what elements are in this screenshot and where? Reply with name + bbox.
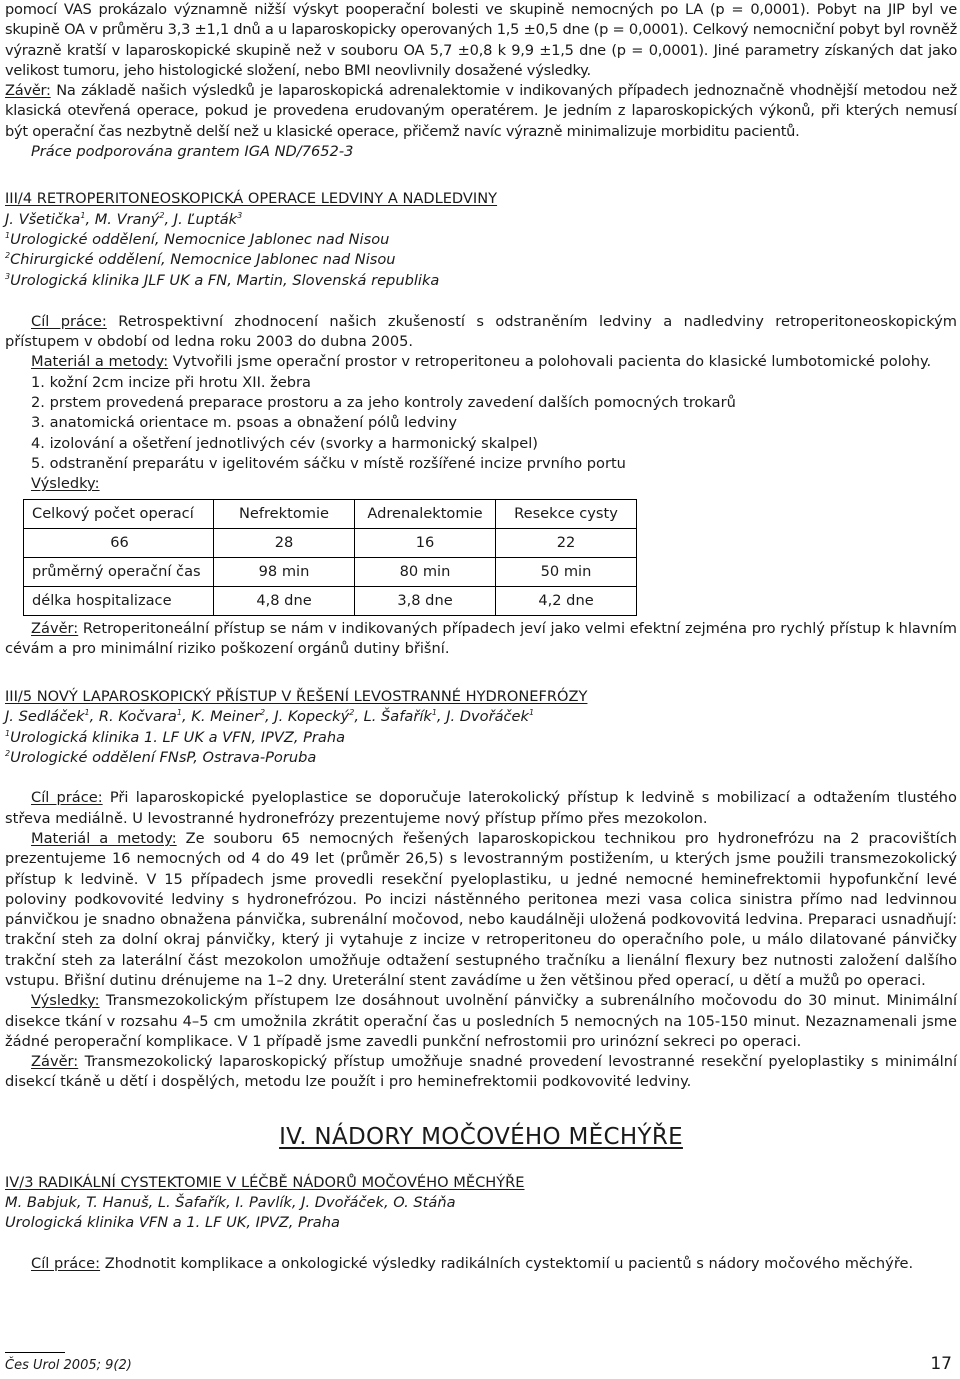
journal-citation: Čes Urol 2005; 9(2) [5,1358,132,1373]
method-step: 3. anatomická orientace m. psoas a obnažení pólů ledviny [31,414,457,432]
method-step: 5. odstranění preparátu v igelitovém sáčku v místě rozšířené incize prvního portu [31,454,626,472]
authors-iii5: J. Sedláček$^1$, R. Kočvara$^1$, K. Meiner$^2$, J. Kopecký$^2$, L. Šafařík$^1$, J. Dvořáček$^1$ [5,708,535,726]
methods-paragraph-iii5: Materiál a metody: Ze souboru 65 nemocných řešených laparoskopickou technikou pro hydronefrózu na 2 pracovištích prezentujeme 16 nemocných od 4 do 49 let (průměr 26,5) s levostranným postižením, u kterých jsme použili transmezokolický přístup k ledvině. V 15 případech jsme provedli resekční pyeloplastiku, u jedné nemocné heminefrektomii hypofunkční levé poloviny podkovovité ledviny s hydronefrózou. Po incizi nástěnného peritonea mezi vasa colica sinistra přímo nad ledvinnou pánvičkou je snadno obnažena pánvička, subrenální močovod, nebo kaudálněji uložená podkovovitá ledvina. Preparaci usnadňují: trakční steh za dolní okraj pánvičky, který ji vytahuje z incize v retroperitoneu do operačního pole, u málo dilatované pánvičky trakční steh za laterální část mezokolon umožňuje odtažení sestupného tračníku a lienální flexury bez nutnosti založení dalšího vstupu. Břišní dutinu drénujeme na 1–2 dny. Ureterální stent zavádíme u žen většinou před operací, u dětí a mužů po operaci. [5,829,958,989]
table-cell: Resekce cysty [496,499,637,528]
grant-note: Práce podporována grantem IGA ND/7652-3 [31,143,354,161]
table-row [24,557,637,586]
intro-conclusion [5,81,957,142]
author: J. Všetička [5,210,81,228]
table-row [24,586,637,615]
table-cell: Adrenalektomie [355,499,496,528]
results-label-iii4: Výsledky: [31,475,100,493]
table-cell: 28 [214,528,355,557]
affiliation: $^2$Urologické oddělení FNsP, Ostrava-Poruba [5,749,317,767]
conclusion-paragraph-iii4: Závěr: Retroperitoneální přístup se nám v indikovaných případech jeví jako velmi efektní zejména pro rychlý přístup k hlavním cévám a pro minimální riziko poškození orgánů dutiny břišní. [5,619,957,657]
conclusion-paragraph-iii5: Závěr: Transmezokolický laparoskopický přístup umožňuje snadné provedení levostranné resekční pyeloplastiky s minimální disekcí tkáně u dětí i dospělých, metodu lze použít i pro heminefrektomii podkovovité ledviny. [5,1053,957,1091]
table-cell: 22 [496,528,637,557]
table-cell: průměrný operační čas [24,557,214,586]
results-table [23,499,637,616]
section-title-iii4: III/4 RETROPERITONEOSKOPICKÁ OPERACE LEDVINY A NADLEDVINY [5,190,498,208]
table-cell: Celkový počet operací [24,499,214,528]
author: J. Ľupták [173,210,238,228]
authors-iv3: M. Babjuk, T. Hanuš, L. Šafařík, I. Pavlík, J. Dvořáček, O. Stáňa [5,1194,456,1212]
author: M. Vraný [94,210,160,228]
table-cell: 16 [355,528,496,557]
chapter-title: IV. NÁDORY MOČOVÉHO MĚCHÝŘE [279,1123,683,1150]
table-cell: 50 min [496,557,637,586]
section-title-iii5: III/5 NOVÝ LAPAROSKOPICKÝ PŘÍSTUP V ŘEŠENÍ LEVOSTRANNÉ HYDRONEFRÓZY [5,688,588,706]
document-page [5,0,957,1274]
affiliation: $^2$Chirurgické oddělení, Nemocnice Jablonec nad Nisou [5,251,396,269]
table-cell: 3,8 dne [355,586,496,615]
affiliation: $^1$Urologická klinika 1. LF UK a VFN, IPVZ, Praha [5,728,346,746]
table-header-row [24,499,637,528]
method-step: 1. kožní 2cm incize při hrotu XII. žebra [31,373,312,391]
table-cell: 4,2 dne [496,586,637,615]
affiliation: Urologická klinika VFN a 1. LF UK, IPVZ, Praha [5,1214,340,1232]
table-cell: 98 min [214,557,355,586]
aim-paragraph-iii5: Cíl práce: Při laparoskopické pyeloplastice se doporučuje laterokolický přístup k ledvině s mobilizací a odtažením tlustého střeva mediálně. U levostranné hydronefrózy prezentujeme nový přístup přímo přes mezokolon. [5,789,957,827]
table-row [24,528,637,557]
table-cell: 80 min [355,557,496,586]
table-cell: Nefrektomie [214,499,355,528]
authors-iii4: J. Všetička$^1$, M. Vraný$^2$, J. Ľupták$^3$ [5,210,243,228]
table-cell: délka hospitalizace [24,586,214,615]
conclusion-text: Na základě našich výsledků je laparoskopická adrenalektomie v indikovaných případech jednoznačně vhodnější metodou než klasická otevřená operace, pokud je provedena erudovaným operatérem. Je jedním z laparoskopických výkonů, při kterých nemusí být operační čas nezbytně delší než u klasické operace, přičemž navíc výrazně minimalizuje morbiditu pacientů. [5,82,957,140]
table-cell: 66 [24,528,214,557]
table-cell: 4,8 dne [214,586,355,615]
method-step: 2. prstem provedená preparace prostoru a za jeho kontroly zavedení dalších pomocných trokarů [31,394,736,412]
conclusion-label: Závěr: [5,82,51,100]
method-step: 4. izolování a ošetření jednotlivých cév (svorky a harmonický skalpel) [31,434,538,452]
results-paragraph-iii5: Výsledky: Transmezokolickým přístupem lze dosáhnout uvolnění pánvičky a subrenálního močovodu do 30 minut. Minimální disekce tkání v rozsahu 4–5 cm umožnila zkrátit operační čas u posledních 5 nemocných na 105-150 minut. Nezaznamenali jsme žádné peroperační komplikace. V 1 případě jsme zavedli punkční nefrostomii pro urinózní sekreci po operaci. [5,992,957,1050]
footer-rule [5,1352,65,1353]
affiliation: $^1$Urologické oddělení, Nemocnice Jablonec nad Nisou [5,230,390,248]
methods-paragraph-iii4: Materiál a metody: Vytvořili jsme operační prostor v retroperitoneu a polohovali pacienta do klasické lumbotomické polohy. [31,353,932,371]
section-title-iv3: IV/3 RADIKÁLNÍ CYSTEKTOMIE V LÉČBĚ NÁDORŮ MOČOVÉHO MĚCHÝŘE [5,1173,525,1191]
aim-paragraph-iv3: Cíl práce: Zhodnotit komplikace a onkologické výsledky radikálních cystektomií u pacientů s nádory močového měchýře. [31,1254,914,1272]
aim-paragraph-iii4: Cíl práce: Retrospektivní zhodnocení našich zkušeností s odstraněním ledviny a nadledviny retroperitoneoskopickým přístupem v období od ledna roku 2003 do dubna 2005. [5,312,957,351]
page-number: 17 [930,1354,952,1374]
intro-paragraph: pomocí VAS prokázalo významně nižší výskyt pooperační bolesti ve skupině nemocných po LA (p = 0,0001). Pobyt na JIP byl ve skupině OA v průměru 3,3 ±1,1 dnů a u laparoskopicky operovaných 1,5 ±0,5 dne (p = 0,0001). Celkový nemocniční pobyt byl rovněž výrazně kratší v laparoskopické skupině než v souboru OA 5,7 ±0,8 k 9,9 ±1,5 dne (p = 0,0001). Jiné parametry získaných dat jako velikost tumoru, jeho histologické složení, nebo BMI neovlivnily dosažené výsledky. [5,1,957,79]
affiliation: $^3$Urologická klinika JLF UK a FN, Martin, Slovenská republika [5,271,440,289]
